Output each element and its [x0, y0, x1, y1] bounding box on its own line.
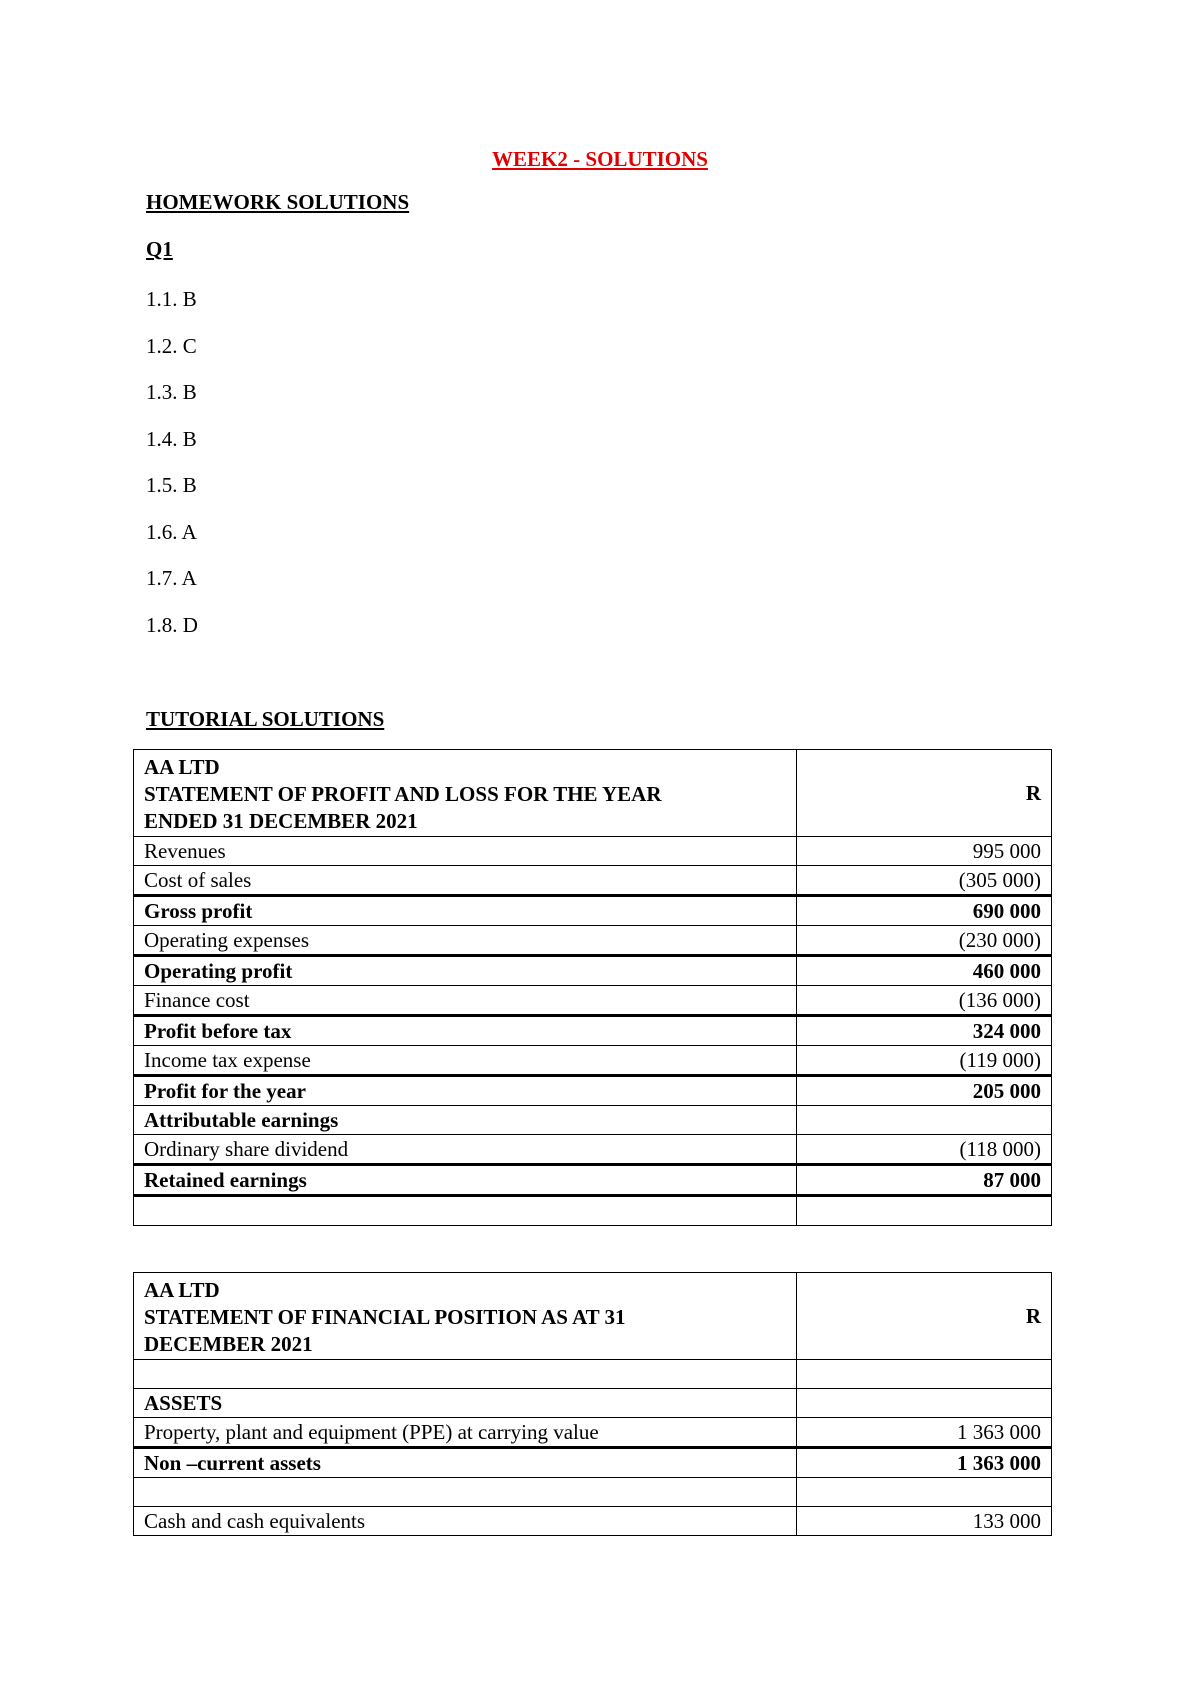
statement-title-line2: DECEMBER 2021 — [144, 1331, 313, 1356]
row-amount: 995 000 — [797, 837, 1052, 866]
table-header-row — [134, 750, 1052, 837]
answer-item: 1.1. B — [146, 287, 197, 311]
table-row-empty — [134, 1360, 1052, 1389]
row-amount: 87 000 — [797, 1165, 1052, 1196]
answer-item: 1.8. D — [146, 612, 198, 637]
row-label: Operating profit — [134, 956, 797, 986]
row-amount: (305 000) — [797, 866, 1052, 896]
table-row-total — [134, 956, 1052, 986]
row-label: ASSETS — [134, 1389, 797, 1418]
row-label: Ordinary share dividend — [134, 1135, 797, 1165]
answer-item: 1.2. C — [146, 333, 197, 358]
statement-title-line1: STATEMENT OF PROFIT AND LOSS FOR THE YEAR — [144, 781, 662, 806]
table-row — [134, 866, 1052, 896]
profit-loss-table — [133, 749, 1052, 1226]
row-label: Non –current assets — [134, 1448, 797, 1478]
table-row-total — [134, 896, 1052, 926]
row-amount: 133 000 — [797, 1507, 1052, 1536]
table-row-empty — [134, 1478, 1052, 1507]
row-label: Finance cost — [134, 986, 797, 1016]
table-row — [134, 1046, 1052, 1076]
statement-heading — [134, 750, 797, 837]
table-row — [134, 1135, 1052, 1165]
answer-item: 1.4. B — [146, 426, 197, 451]
homework-heading: HOMEWORK SOLUTIONS — [146, 190, 410, 214]
row-amount — [797, 1389, 1052, 1418]
company-name: AA LTD — [144, 1277, 220, 1302]
empty-cell — [797, 1196, 1052, 1226]
row-amount: 690 000 — [797, 896, 1052, 926]
row-label: Gross profit — [134, 896, 797, 926]
row-amount: (230 000) — [797, 926, 1052, 956]
table-row — [134, 1106, 1052, 1135]
row-amount: (136 000) — [797, 986, 1052, 1016]
empty-cell — [797, 1478, 1052, 1507]
financial-position-table — [133, 1272, 1052, 1536]
currency-header: R — [797, 1273, 1052, 1360]
row-label: Operating expenses — [134, 926, 797, 956]
row-amount: 460 000 — [797, 956, 1052, 986]
table-row-empty — [134, 1196, 1052, 1226]
row-amount: (118 000) — [797, 1135, 1052, 1165]
table-row-total — [134, 1165, 1052, 1196]
row-label: Attributable earnings — [134, 1106, 797, 1135]
question-heading: Q1 — [146, 237, 173, 261]
empty-cell — [134, 1360, 797, 1389]
row-amount: 1 363 000 — [797, 1418, 1052, 1448]
row-amount — [797, 1106, 1052, 1135]
row-label: Income tax expense — [134, 1046, 797, 1076]
row-amount: 1 363 000 — [797, 1448, 1052, 1478]
row-label: Revenues — [134, 837, 797, 866]
empty-cell — [134, 1196, 797, 1226]
answer-item: 1.3. B — [146, 380, 197, 404]
row-label: Retained earnings — [134, 1165, 797, 1196]
answer-item: 1.6. A — [146, 519, 197, 544]
table-row — [134, 1418, 1052, 1448]
table-row-total — [134, 1016, 1052, 1046]
row-amount: (119 000) — [797, 1046, 1052, 1076]
table-row — [134, 1389, 1052, 1418]
currency-header: R — [797, 750, 1052, 837]
table-row — [134, 926, 1052, 956]
company-name: AA LTD — [144, 754, 220, 779]
answer-item: 1.5. B — [146, 473, 197, 497]
row-label: Cash and cash equivalents — [134, 1507, 797, 1536]
table-row — [134, 837, 1052, 866]
table-row — [134, 986, 1052, 1016]
table-row — [134, 1507, 1052, 1536]
statement-heading — [134, 1273, 797, 1360]
statement-title-line2: ENDED 31 DECEMBER 2021 — [144, 808, 418, 833]
page-title: WEEK2 - SOLUTIONS — [492, 147, 708, 171]
table-row-total — [134, 1076, 1052, 1106]
empty-cell — [797, 1360, 1052, 1389]
tutorial-heading: TUTORIAL SOLUTIONS — [146, 707, 385, 731]
empty-cell — [134, 1478, 797, 1507]
table-header-row — [134, 1273, 1052, 1360]
row-label: Cost of sales — [134, 866, 797, 896]
answer-item: 1.7. A — [146, 566, 197, 590]
row-amount: 324 000 — [797, 1016, 1052, 1046]
row-label: Profit before tax — [134, 1016, 797, 1046]
row-amount: 205 000 — [797, 1076, 1052, 1106]
answer-list — [146, 286, 198, 658]
row-label: Property, plant and equipment (PPE) at carrying value — [134, 1418, 797, 1448]
row-label: Profit for the year — [134, 1076, 797, 1106]
table-row-total — [134, 1448, 1052, 1478]
statement-title-line1: STATEMENT OF FINANCIAL POSITION AS AT 31 — [144, 1304, 626, 1329]
